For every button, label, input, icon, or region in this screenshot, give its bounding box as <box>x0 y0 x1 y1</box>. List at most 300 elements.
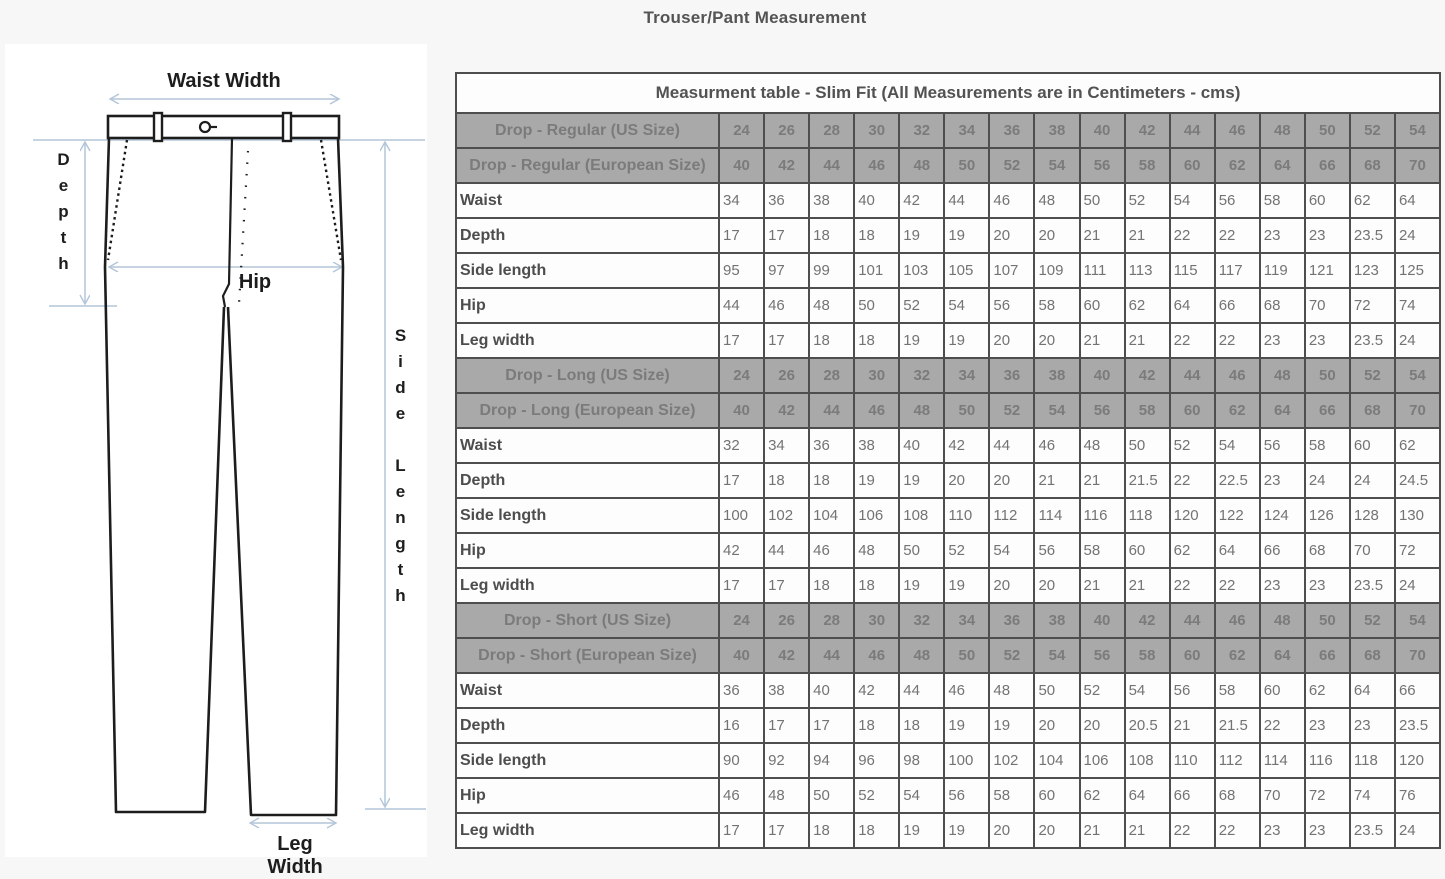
value-cell: 40 <box>899 428 944 463</box>
section-0-us-header-row <box>456 113 1440 148</box>
value-cell: 54 <box>989 533 1034 568</box>
value-cell: 46 <box>764 288 809 323</box>
row-label: Waist <box>456 428 719 463</box>
value-cell: 19 <box>899 813 944 848</box>
value-cell: 24 <box>1350 463 1395 498</box>
value-cell: 50 <box>809 778 854 813</box>
value-cell: 23 <box>1260 568 1305 603</box>
value-cell: 100 <box>944 743 989 778</box>
value-cell: 18 <box>854 218 899 253</box>
section-1-us-size-0: 24 <box>719 358 764 393</box>
value-cell: 46 <box>719 778 764 813</box>
value-cell: 103 <box>899 253 944 288</box>
value-cell: 18 <box>809 568 854 603</box>
value-cell: 24 <box>1395 218 1440 253</box>
section-2-eu-size-0: 40 <box>719 638 764 673</box>
section-0-us-size-8: 40 <box>1080 113 1125 148</box>
section-1-us-size-11: 46 <box>1215 358 1260 393</box>
value-cell: 130 <box>1395 498 1440 533</box>
section-2-us-size-7: 38 <box>1034 603 1079 638</box>
value-cell: 108 <box>1125 743 1170 778</box>
value-cell: 36 <box>719 673 764 708</box>
value-cell: 17 <box>764 218 809 253</box>
value-cell: 119 <box>1260 253 1305 288</box>
section-0-eu-label: Drop - Regular (European Size) <box>456 148 719 183</box>
value-cell: 122 <box>1215 498 1260 533</box>
section-2-us-label: Drop - Short (US Size) <box>456 603 719 638</box>
value-cell: 20.5 <box>1125 708 1170 743</box>
value-cell: 104 <box>809 498 854 533</box>
value-cell: 21.5 <box>1215 708 1260 743</box>
value-cell: 92 <box>764 743 809 778</box>
value-cell: 50 <box>854 288 899 323</box>
value-cell: 19 <box>944 813 989 848</box>
value-cell: 58 <box>1080 533 1125 568</box>
value-cell: 102 <box>764 498 809 533</box>
row-label: Side length <box>456 253 719 288</box>
section-2-us-size-9: 42 <box>1125 603 1170 638</box>
section-2-eu-size-3: 46 <box>854 638 899 673</box>
page-title: Trouser/Pant Measurement <box>643 8 867 27</box>
value-cell: 19 <box>989 708 1034 743</box>
value-cell: 34 <box>719 183 764 218</box>
section-2-eu-size-11: 62 <box>1215 638 1260 673</box>
section-1-eu-size-12: 64 <box>1260 393 1305 428</box>
value-cell: 48 <box>764 778 809 813</box>
row-label: Depth <box>456 218 719 253</box>
value-cell: 48 <box>809 288 854 323</box>
value-cell: 107 <box>989 253 1034 288</box>
value-cell: 64 <box>1170 288 1215 323</box>
section-0-us-size-10: 44 <box>1170 113 1215 148</box>
value-cell: 58 <box>1260 183 1305 218</box>
section-0-us-size-13: 50 <box>1305 113 1350 148</box>
value-cell: 111 <box>1080 253 1125 288</box>
section-0-eu-header-row <box>456 148 1440 183</box>
section-1-row-4 <box>456 568 1440 603</box>
section-2-us-size-0: 24 <box>719 603 764 638</box>
section-0-us-size-14: 52 <box>1350 113 1395 148</box>
value-cell: 58 <box>989 778 1034 813</box>
value-cell: 24 <box>1395 813 1440 848</box>
hip-label: Hip <box>238 271 272 293</box>
value-cell: 42 <box>944 428 989 463</box>
section-1-eu-size-4: 48 <box>899 393 944 428</box>
value-cell: 19 <box>854 463 899 498</box>
section-1-us-size-1: 26 <box>764 358 809 393</box>
value-cell: 18 <box>854 813 899 848</box>
value-cell: 20 <box>1034 323 1079 358</box>
value-cell: 70 <box>1260 778 1305 813</box>
value-cell: 115 <box>1170 253 1215 288</box>
value-cell: 22 <box>1215 323 1260 358</box>
value-cell: 18 <box>809 218 854 253</box>
value-cell: 110 <box>1170 743 1215 778</box>
value-cell: 52 <box>1125 183 1170 218</box>
value-cell: 19 <box>944 708 989 743</box>
value-cell: 20 <box>989 568 1034 603</box>
value-cell: 52 <box>944 533 989 568</box>
value-cell: 102 <box>989 743 1034 778</box>
value-cell: 62 <box>1350 183 1395 218</box>
row-label: Side length <box>456 743 719 778</box>
value-cell: 48 <box>1034 183 1079 218</box>
value-cell: 109 <box>1034 253 1079 288</box>
value-cell: 46 <box>944 673 989 708</box>
value-cell: 60 <box>1125 533 1170 568</box>
value-cell: 108 <box>899 498 944 533</box>
section-1-eu-size-0: 40 <box>719 393 764 428</box>
value-cell: 66 <box>1395 673 1440 708</box>
value-cell: 60 <box>1080 288 1125 323</box>
value-cell: 42 <box>854 673 899 708</box>
value-cell: 60 <box>1305 183 1350 218</box>
value-cell: 17 <box>764 323 809 358</box>
value-cell: 96 <box>854 743 899 778</box>
section-1-us-size-3: 30 <box>854 358 899 393</box>
value-cell: 34 <box>764 428 809 463</box>
value-cell: 24 <box>1305 463 1350 498</box>
section-2-row-3 <box>456 778 1440 813</box>
value-cell: 44 <box>719 288 764 323</box>
section-1-eu-size-13: 66 <box>1305 393 1350 428</box>
section-2-row-1 <box>456 708 1440 743</box>
value-cell: 64 <box>1395 183 1440 218</box>
value-cell: 106 <box>854 498 899 533</box>
value-cell: 54 <box>899 778 944 813</box>
value-cell: 17 <box>764 813 809 848</box>
waist-width-label: Waist Width <box>167 70 281 92</box>
value-cell: 23 <box>1260 323 1305 358</box>
value-cell: 22 <box>1170 813 1215 848</box>
value-cell: 20 <box>1080 708 1125 743</box>
value-cell: 68 <box>1305 533 1350 568</box>
section-1-row-1 <box>456 463 1440 498</box>
value-cell: 19 <box>899 463 944 498</box>
value-cell: 23 <box>1305 218 1350 253</box>
section-1-eu-size-1: 42 <box>764 393 809 428</box>
value-cell: 66 <box>1215 288 1260 323</box>
value-cell: 97 <box>764 253 809 288</box>
section-0-eu-size-7: 54 <box>1034 148 1079 183</box>
section-1-eu-size-10: 60 <box>1170 393 1215 428</box>
section-1-us-header-row <box>456 358 1440 393</box>
value-cell: 56 <box>1170 673 1215 708</box>
section-0-us-size-12: 48 <box>1260 113 1305 148</box>
section-0-eu-size-4: 48 <box>899 148 944 183</box>
value-cell: 22 <box>1215 813 1260 848</box>
value-cell: 18 <box>809 463 854 498</box>
trouser-diagram <box>5 44 427 878</box>
value-cell: 21.5 <box>1125 463 1170 498</box>
section-2-eu-size-1: 42 <box>764 638 809 673</box>
value-cell: 52 <box>1170 428 1215 463</box>
row-label: Hip <box>456 288 719 323</box>
value-cell: 56 <box>1034 533 1079 568</box>
section-1-row-2 <box>456 498 1440 533</box>
section-0-row-2 <box>456 253 1440 288</box>
value-cell: 70 <box>1350 533 1395 568</box>
value-cell: 17 <box>719 813 764 848</box>
section-2-us-size-5: 34 <box>944 603 989 638</box>
value-cell: 20 <box>1034 568 1079 603</box>
value-cell: 54 <box>1125 673 1170 708</box>
value-cell: 24 <box>1395 323 1440 358</box>
value-cell: 18 <box>809 813 854 848</box>
section-2-eu-header-row <box>456 638 1440 673</box>
section-0-row-0 <box>456 183 1440 218</box>
value-cell: 66 <box>1260 533 1305 568</box>
value-cell: 54 <box>1215 428 1260 463</box>
value-cell: 56 <box>989 288 1034 323</box>
section-2-us-size-15: 54 <box>1395 603 1440 638</box>
value-cell: 46 <box>1034 428 1079 463</box>
section-2-eu-size-8: 56 <box>1080 638 1125 673</box>
value-cell: 19 <box>899 323 944 358</box>
value-cell: 58 <box>1215 673 1260 708</box>
value-cell: 112 <box>1215 743 1260 778</box>
value-cell: 23 <box>1305 323 1350 358</box>
value-cell: 23 <box>1260 218 1305 253</box>
section-2-us-size-6: 36 <box>989 603 1034 638</box>
section-2-us-size-14: 52 <box>1350 603 1395 638</box>
section-0-eu-size-9: 58 <box>1125 148 1170 183</box>
value-cell: 72 <box>1350 288 1395 323</box>
section-2-eu-size-12: 64 <box>1260 638 1305 673</box>
value-cell: 21 <box>1080 568 1125 603</box>
waistband <box>108 116 339 138</box>
section-0-eu-size-14: 68 <box>1350 148 1395 183</box>
value-cell: 116 <box>1305 743 1350 778</box>
section-0-eu-size-2: 44 <box>809 148 854 183</box>
left-pocket-stitch <box>108 140 127 260</box>
value-cell: 24 <box>1395 568 1440 603</box>
value-cell: 118 <box>1350 743 1395 778</box>
value-cell: 18 <box>809 323 854 358</box>
value-cell: 52 <box>899 288 944 323</box>
section-1-eu-size-11: 62 <box>1215 393 1260 428</box>
measurement-table <box>455 72 1441 849</box>
value-cell: 68 <box>1260 288 1305 323</box>
value-cell: 20 <box>1034 708 1079 743</box>
section-0-us-size-3: 30 <box>854 113 899 148</box>
section-2-eu-size-7: 54 <box>1034 638 1079 673</box>
value-cell: 101 <box>854 253 899 288</box>
value-cell: 52 <box>1080 673 1125 708</box>
right-leg-outline <box>228 138 343 815</box>
value-cell: 21 <box>1080 463 1125 498</box>
value-cell: 48 <box>989 673 1034 708</box>
section-0-us-size-5: 34 <box>944 113 989 148</box>
section-2-us-size-2: 28 <box>809 603 854 638</box>
section-0-eu-size-10: 60 <box>1170 148 1215 183</box>
waist-button <box>200 122 210 132</box>
value-cell: 56 <box>1215 183 1260 218</box>
section-0-row-3 <box>456 288 1440 323</box>
section-1-us-size-10: 44 <box>1170 358 1215 393</box>
section-1-eu-size-5: 50 <box>944 393 989 428</box>
section-2-us-size-13: 50 <box>1305 603 1350 638</box>
section-0-us-size-4: 32 <box>899 113 944 148</box>
value-cell: 117 <box>1215 253 1260 288</box>
value-cell: 21 <box>1080 218 1125 253</box>
row-label: Waist <box>456 183 719 218</box>
value-cell: 17 <box>719 218 764 253</box>
value-cell: 56 <box>944 778 989 813</box>
section-1-row-0 <box>456 428 1440 463</box>
row-label: Leg width <box>456 323 719 358</box>
row-label: Side length <box>456 498 719 533</box>
section-2-us-size-12: 48 <box>1260 603 1305 638</box>
value-cell: 18 <box>854 568 899 603</box>
value-cell: 23.5 <box>1350 323 1395 358</box>
value-cell: 20 <box>989 813 1034 848</box>
section-1-eu-header-row <box>456 393 1440 428</box>
value-cell: 114 <box>1034 498 1079 533</box>
value-cell: 99 <box>809 253 854 288</box>
belt-loop-right <box>283 113 291 141</box>
section-0-us-size-0: 24 <box>719 113 764 148</box>
value-cell: 38 <box>764 673 809 708</box>
value-cell: 98 <box>899 743 944 778</box>
value-cell: 64 <box>1125 778 1170 813</box>
section-0-us-size-15: 54 <box>1395 113 1440 148</box>
value-cell: 22 <box>1215 568 1260 603</box>
section-1-us-size-4: 32 <box>899 358 944 393</box>
value-cell: 48 <box>854 533 899 568</box>
value-cell: 74 <box>1350 778 1395 813</box>
value-cell: 50 <box>1034 673 1079 708</box>
value-cell: 123 <box>1350 253 1395 288</box>
value-cell: 60 <box>1350 428 1395 463</box>
section-0-eu-size-6: 52 <box>989 148 1034 183</box>
value-cell: 124 <box>1260 498 1305 533</box>
value-cell: 42 <box>899 183 944 218</box>
belt-loop-left <box>154 113 162 141</box>
section-0-us-size-6: 36 <box>989 113 1034 148</box>
section-1-eu-size-7: 54 <box>1034 393 1079 428</box>
value-cell: 50 <box>1080 183 1125 218</box>
value-cell: 23 <box>1260 813 1305 848</box>
value-cell: 22 <box>1215 218 1260 253</box>
section-0-us-size-7: 38 <box>1034 113 1079 148</box>
value-cell: 120 <box>1395 743 1440 778</box>
section-2-eu-size-9: 58 <box>1125 638 1170 673</box>
row-label: Leg width <box>456 813 719 848</box>
section-0-us-size-2: 28 <box>809 113 854 148</box>
depth-label: Depth <box>54 150 73 280</box>
value-cell: 24.5 <box>1395 463 1440 498</box>
section-0-eu-size-15: 70 <box>1395 148 1440 183</box>
section-1-eu-size-15: 70 <box>1395 393 1440 428</box>
value-cell: 36 <box>809 428 854 463</box>
section-1-eu-size-8: 56 <box>1080 393 1125 428</box>
value-cell: 23 <box>1305 813 1350 848</box>
value-cell: 40 <box>854 183 899 218</box>
section-2-eu-size-14: 68 <box>1350 638 1395 673</box>
value-cell: 17 <box>719 463 764 498</box>
value-cell: 62 <box>1305 673 1350 708</box>
value-cell: 50 <box>899 533 944 568</box>
value-cell: 19 <box>899 218 944 253</box>
section-0-us-size-9: 42 <box>1125 113 1170 148</box>
value-cell: 21 <box>1170 708 1215 743</box>
section-2-us-size-8: 40 <box>1080 603 1125 638</box>
value-cell: 23.5 <box>1350 813 1395 848</box>
section-0-row-1 <box>456 218 1440 253</box>
section-1-us-size-5: 34 <box>944 358 989 393</box>
value-cell: 100 <box>719 498 764 533</box>
row-label: Hip <box>456 778 719 813</box>
value-cell: 106 <box>1080 743 1125 778</box>
value-cell: 40 <box>809 673 854 708</box>
value-cell: 112 <box>989 498 1034 533</box>
section-2-eu-size-13: 66 <box>1305 638 1350 673</box>
value-cell: 18 <box>854 708 899 743</box>
value-cell: 20 <box>989 323 1034 358</box>
value-cell: 20 <box>1034 218 1079 253</box>
value-cell: 52 <box>854 778 899 813</box>
row-label: Depth <box>456 708 719 743</box>
section-2-us-size-3: 30 <box>854 603 899 638</box>
value-cell: 104 <box>1034 743 1079 778</box>
row-label: Waist <box>456 673 719 708</box>
section-0-us-size-1: 26 <box>764 113 809 148</box>
value-cell: 18 <box>854 323 899 358</box>
value-cell: 20 <box>944 463 989 498</box>
value-cell: 23.5 <box>1395 708 1440 743</box>
value-cell: 54 <box>944 288 989 323</box>
section-2-us-size-4: 32 <box>899 603 944 638</box>
row-label: Leg width <box>456 568 719 603</box>
value-cell: 20 <box>989 463 1034 498</box>
section-1-us-label: Drop - Long (US Size) <box>456 358 719 393</box>
value-cell: 62 <box>1170 533 1215 568</box>
value-cell: 125 <box>1395 253 1440 288</box>
section-1-eu-size-9: 58 <box>1125 393 1170 428</box>
section-0-eu-size-12: 64 <box>1260 148 1305 183</box>
value-cell: 44 <box>899 673 944 708</box>
value-cell: 23 <box>1350 708 1395 743</box>
section-0-eu-size-13: 66 <box>1305 148 1350 183</box>
section-0-eu-size-0: 40 <box>719 148 764 183</box>
value-cell: 21 <box>1125 218 1170 253</box>
value-cell: 54 <box>1170 183 1215 218</box>
value-cell: 22 <box>1260 708 1305 743</box>
value-cell: 44 <box>989 428 1034 463</box>
value-cell: 64 <box>1350 673 1395 708</box>
value-cell: 62 <box>1395 428 1440 463</box>
value-cell: 95 <box>719 253 764 288</box>
section-2-eu-size-5: 50 <box>944 638 989 673</box>
section-1-us-size-8: 40 <box>1080 358 1125 393</box>
value-cell: 21 <box>1125 568 1170 603</box>
value-cell: 21 <box>1125 813 1170 848</box>
section-1-us-size-9: 42 <box>1125 358 1170 393</box>
value-cell: 72 <box>1395 533 1440 568</box>
value-cell: 74 <box>1395 288 1440 323</box>
section-1-eu-label: Drop - Long (European Size) <box>456 393 719 428</box>
section-0-eu-size-8: 56 <box>1080 148 1125 183</box>
value-cell: 23 <box>1260 463 1305 498</box>
value-cell: 22 <box>1170 463 1215 498</box>
section-0-eu-size-1: 42 <box>764 148 809 183</box>
section-0-eu-size-3: 46 <box>854 148 899 183</box>
section-1-eu-size-14: 68 <box>1350 393 1395 428</box>
value-cell: 44 <box>764 533 809 568</box>
value-cell: 17 <box>764 568 809 603</box>
value-cell: 23 <box>1305 708 1350 743</box>
